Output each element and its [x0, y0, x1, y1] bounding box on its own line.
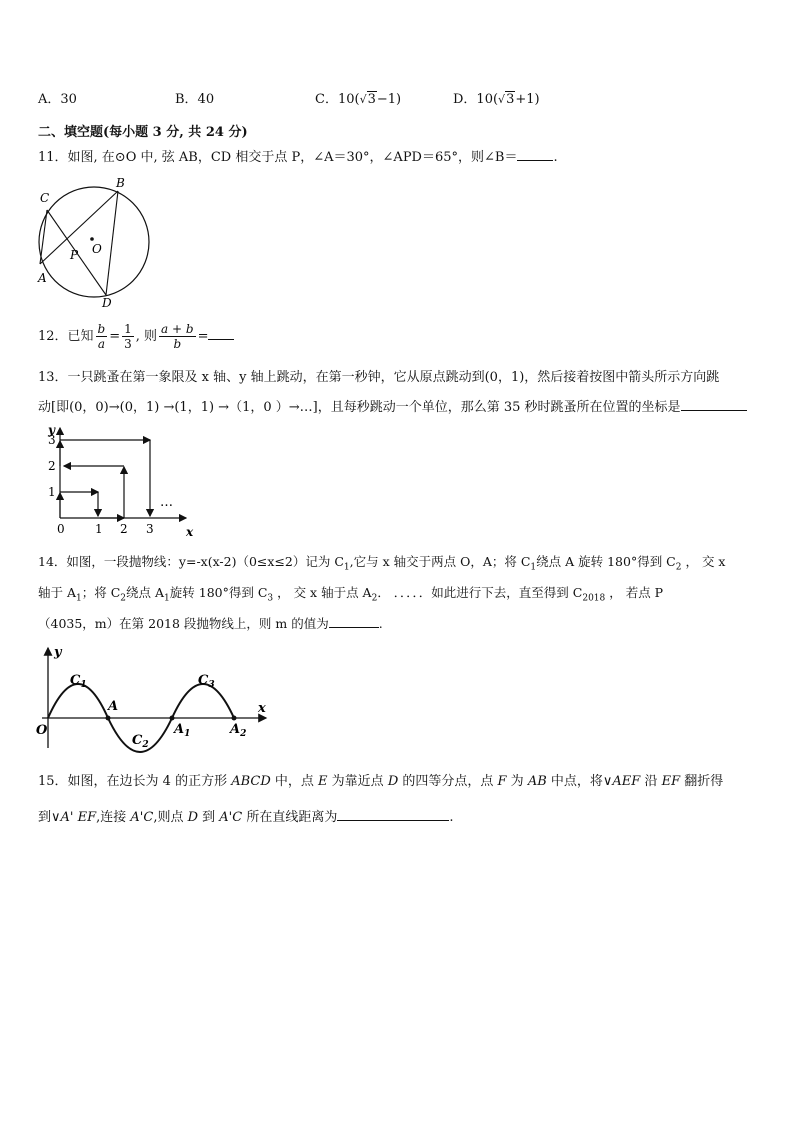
q14-text: ． ．．．．．如此进行下去，直至得到 C — [377, 585, 583, 600]
option-c-prefix: C．10( — [315, 92, 360, 107]
q15-text: 沿 — [640, 774, 662, 789]
chord-ab — [40, 191, 118, 264]
q15-text: 为靠近点 — [327, 774, 388, 789]
label-o: O — [92, 242, 102, 256]
label-a2: $A_2$ — [230, 722, 247, 739]
q15-math: ∨AEF — [602, 774, 641, 789]
q15-text: . — [449, 810, 454, 825]
q14-parabola-figure — [34, 644, 274, 754]
center-dot — [90, 237, 94, 241]
origin-label: O — [36, 723, 48, 738]
label-a: A — [108, 699, 119, 714]
q15-math: AB — [527, 774, 547, 789]
subscript: 2018 — [582, 593, 606, 604]
label-a: A — [38, 271, 47, 285]
label-d: D — [102, 296, 112, 310]
point-a1 — [170, 716, 175, 721]
subscript: 3 — [267, 593, 274, 604]
label-a1: $A_1$ — [174, 722, 191, 739]
subscript: 2 — [675, 562, 682, 573]
option-d-sqrt: 3 — [506, 92, 515, 107]
q15-text: 到 — [38, 810, 52, 825]
question-11 — [38, 146, 558, 165]
q12-mid: , 则 — [135, 329, 158, 344]
q14-text: 绕点 A — [126, 585, 165, 600]
option-a: A．30 — [38, 92, 77, 107]
tick-label-x3: 3 — [146, 522, 154, 536]
q15-text: ,连接 — [96, 810, 131, 825]
label-p: P — [70, 248, 79, 262]
option-d-suffix: +1) — [515, 92, 540, 107]
section-heading: 二、填空题(每小题 3 分, 共 24 分) — [38, 125, 248, 140]
answer-blank — [208, 327, 234, 340]
axis-label-x: x — [186, 525, 194, 539]
label-b: B — [116, 176, 125, 190]
fraction-denominator: a — [97, 337, 105, 351]
tick-label-y1: 1 — [48, 485, 56, 499]
q15-text: 中，点 — [270, 774, 319, 789]
q11-text: 11．如图, 在⊙O 中, 弦 AB，CD 相交于点 P，∠A＝30°，∠APD＝65°，则∠B＝ — [38, 150, 518, 165]
tick-label-y2: 2 — [48, 459, 56, 473]
q13-line-2-text: 动[即(0，0)→(0，1) →(1，1) →（1，0 ）→…]，且每秒跳动一个单位，那么第 35 秒时跳蚤所在位置的坐标是 — [38, 400, 681, 415]
q15-text: 的四等分点，点 — [398, 774, 498, 789]
fraction-numerator: a + b — [161, 322, 194, 336]
subscript: 1 — [76, 593, 82, 604]
option-c: C．10(√3−1) — [315, 92, 402, 107]
q14-text: 14．如图，一段抛物线：y=-x(x-2)（0≤x≤2）记为 C — [38, 554, 344, 569]
q15-text: 翻折得 — [680, 774, 724, 789]
q14-text: ；将 C — [81, 585, 121, 600]
tick-label-x1: 1 — [95, 522, 103, 536]
parabola-c3 — [172, 684, 234, 718]
q13-jump-figure — [40, 422, 200, 542]
q14-text: ， 交 x — [681, 554, 726, 569]
q15-math: D — [387, 774, 399, 789]
subscript: 2 — [371, 593, 378, 604]
q15-math: E — [318, 774, 328, 789]
option-c-suffix: −1) — [376, 92, 402, 107]
subscript: 2 — [120, 593, 127, 604]
q15-math: A'C — [219, 810, 243, 825]
q15-text: 所在直线距离为 — [242, 810, 338, 825]
parabola-c1 — [48, 684, 108, 718]
q14-text: 旋转 180°得到 C — [169, 585, 268, 600]
equals-sign: = — [197, 329, 209, 344]
q15-math: ABCD — [231, 774, 271, 789]
q14-text: ， 若点 P — [605, 585, 664, 600]
question-12 — [38, 322, 234, 351]
q11-circle-figure — [30, 172, 160, 312]
segment-bd — [106, 191, 118, 295]
origin-label: 0 — [57, 522, 65, 536]
q15-math: D — [187, 810, 199, 825]
label-c1: $C_1$ — [70, 673, 87, 690]
answer-blank — [517, 148, 553, 161]
answer-blank — [681, 398, 747, 411]
fraction-one-third — [122, 322, 134, 351]
q15-text: ,则点 — [153, 810, 188, 825]
subscript: 1 — [164, 593, 170, 604]
fraction-b-over-a — [96, 322, 108, 351]
q15-math: A'C — [130, 810, 154, 825]
q14-text: . — [378, 616, 383, 631]
question-15-line-1 — [38, 770, 723, 789]
q14-text: ， 交 x 轴于点 A — [273, 585, 372, 600]
option-d: D．10(√3+1) — [453, 92, 540, 107]
subscript: 1 — [343, 562, 350, 573]
question-15-line-2 — [38, 806, 454, 825]
label-c3: $C_3$ — [198, 673, 215, 690]
option-d-prefix: D．10( — [453, 92, 499, 107]
option-b: B．40 — [175, 92, 215, 107]
subscript: 1 — [530, 562, 537, 573]
tick-label-x2: 2 — [120, 522, 128, 536]
q14-text: 绕点 A 旋转 180°得到 C — [536, 554, 676, 569]
q14-text: 轴于 A — [38, 585, 77, 600]
q15-text: 为 — [506, 774, 528, 789]
question-13-line-1: 13．一只跳蚤在第一象限及 x 轴、y 轴上跳动，在第一秒钟，它从原点跳动到(0，1)，然后接着按图中箭头所示方向跳 — [38, 370, 720, 385]
option-c-sqrt: 3 — [367, 92, 376, 107]
q14-text: （4035，m）在第 2018 段抛物线上，则 m 的值为 — [38, 616, 329, 631]
question-14-line-3 — [38, 614, 383, 632]
fraction-numerator: b — [97, 322, 106, 336]
point-a — [106, 716, 111, 721]
fraction-numerator: 1 — [124, 322, 132, 336]
axis-label-y: y — [54, 645, 62, 660]
axis-label-y: y — [48, 423, 55, 437]
question-14-line-2 — [38, 583, 663, 604]
q15-text: 15．如图，在边长为 4 的正方形 — [38, 774, 232, 789]
answer-blank — [329, 615, 379, 628]
point-a2 — [232, 716, 237, 721]
question-13-line-2 — [38, 396, 747, 415]
equals-sign: = — [109, 329, 121, 344]
fraction-denominator: b — [173, 337, 182, 351]
question-14-line-1 — [38, 552, 725, 573]
label-c: C — [40, 191, 50, 205]
q14-text: ,它与 x 轴交于两点 O，A；将 C — [349, 554, 531, 569]
tick-label-y3: 3 — [48, 433, 56, 447]
q15-math: ∨A' EF — [51, 810, 97, 825]
fraction-a-plus-b-over-b — [159, 322, 196, 351]
fraction-denominator: 3 — [124, 337, 132, 351]
q11-end: . — [553, 150, 558, 165]
continuation-dots: … — [160, 495, 173, 510]
axis-label-x: x — [258, 701, 266, 716]
q15-math: EF — [661, 774, 681, 789]
q15-text: 到 — [198, 810, 220, 825]
q15-math: F — [497, 774, 507, 789]
segment-ca — [40, 210, 47, 264]
answer-blank — [337, 808, 449, 821]
q12-prefix: 12．已知 — [38, 329, 94, 344]
label-c2: $C_2$ — [132, 733, 149, 750]
q15-text: 中点，将 — [546, 774, 603, 789]
